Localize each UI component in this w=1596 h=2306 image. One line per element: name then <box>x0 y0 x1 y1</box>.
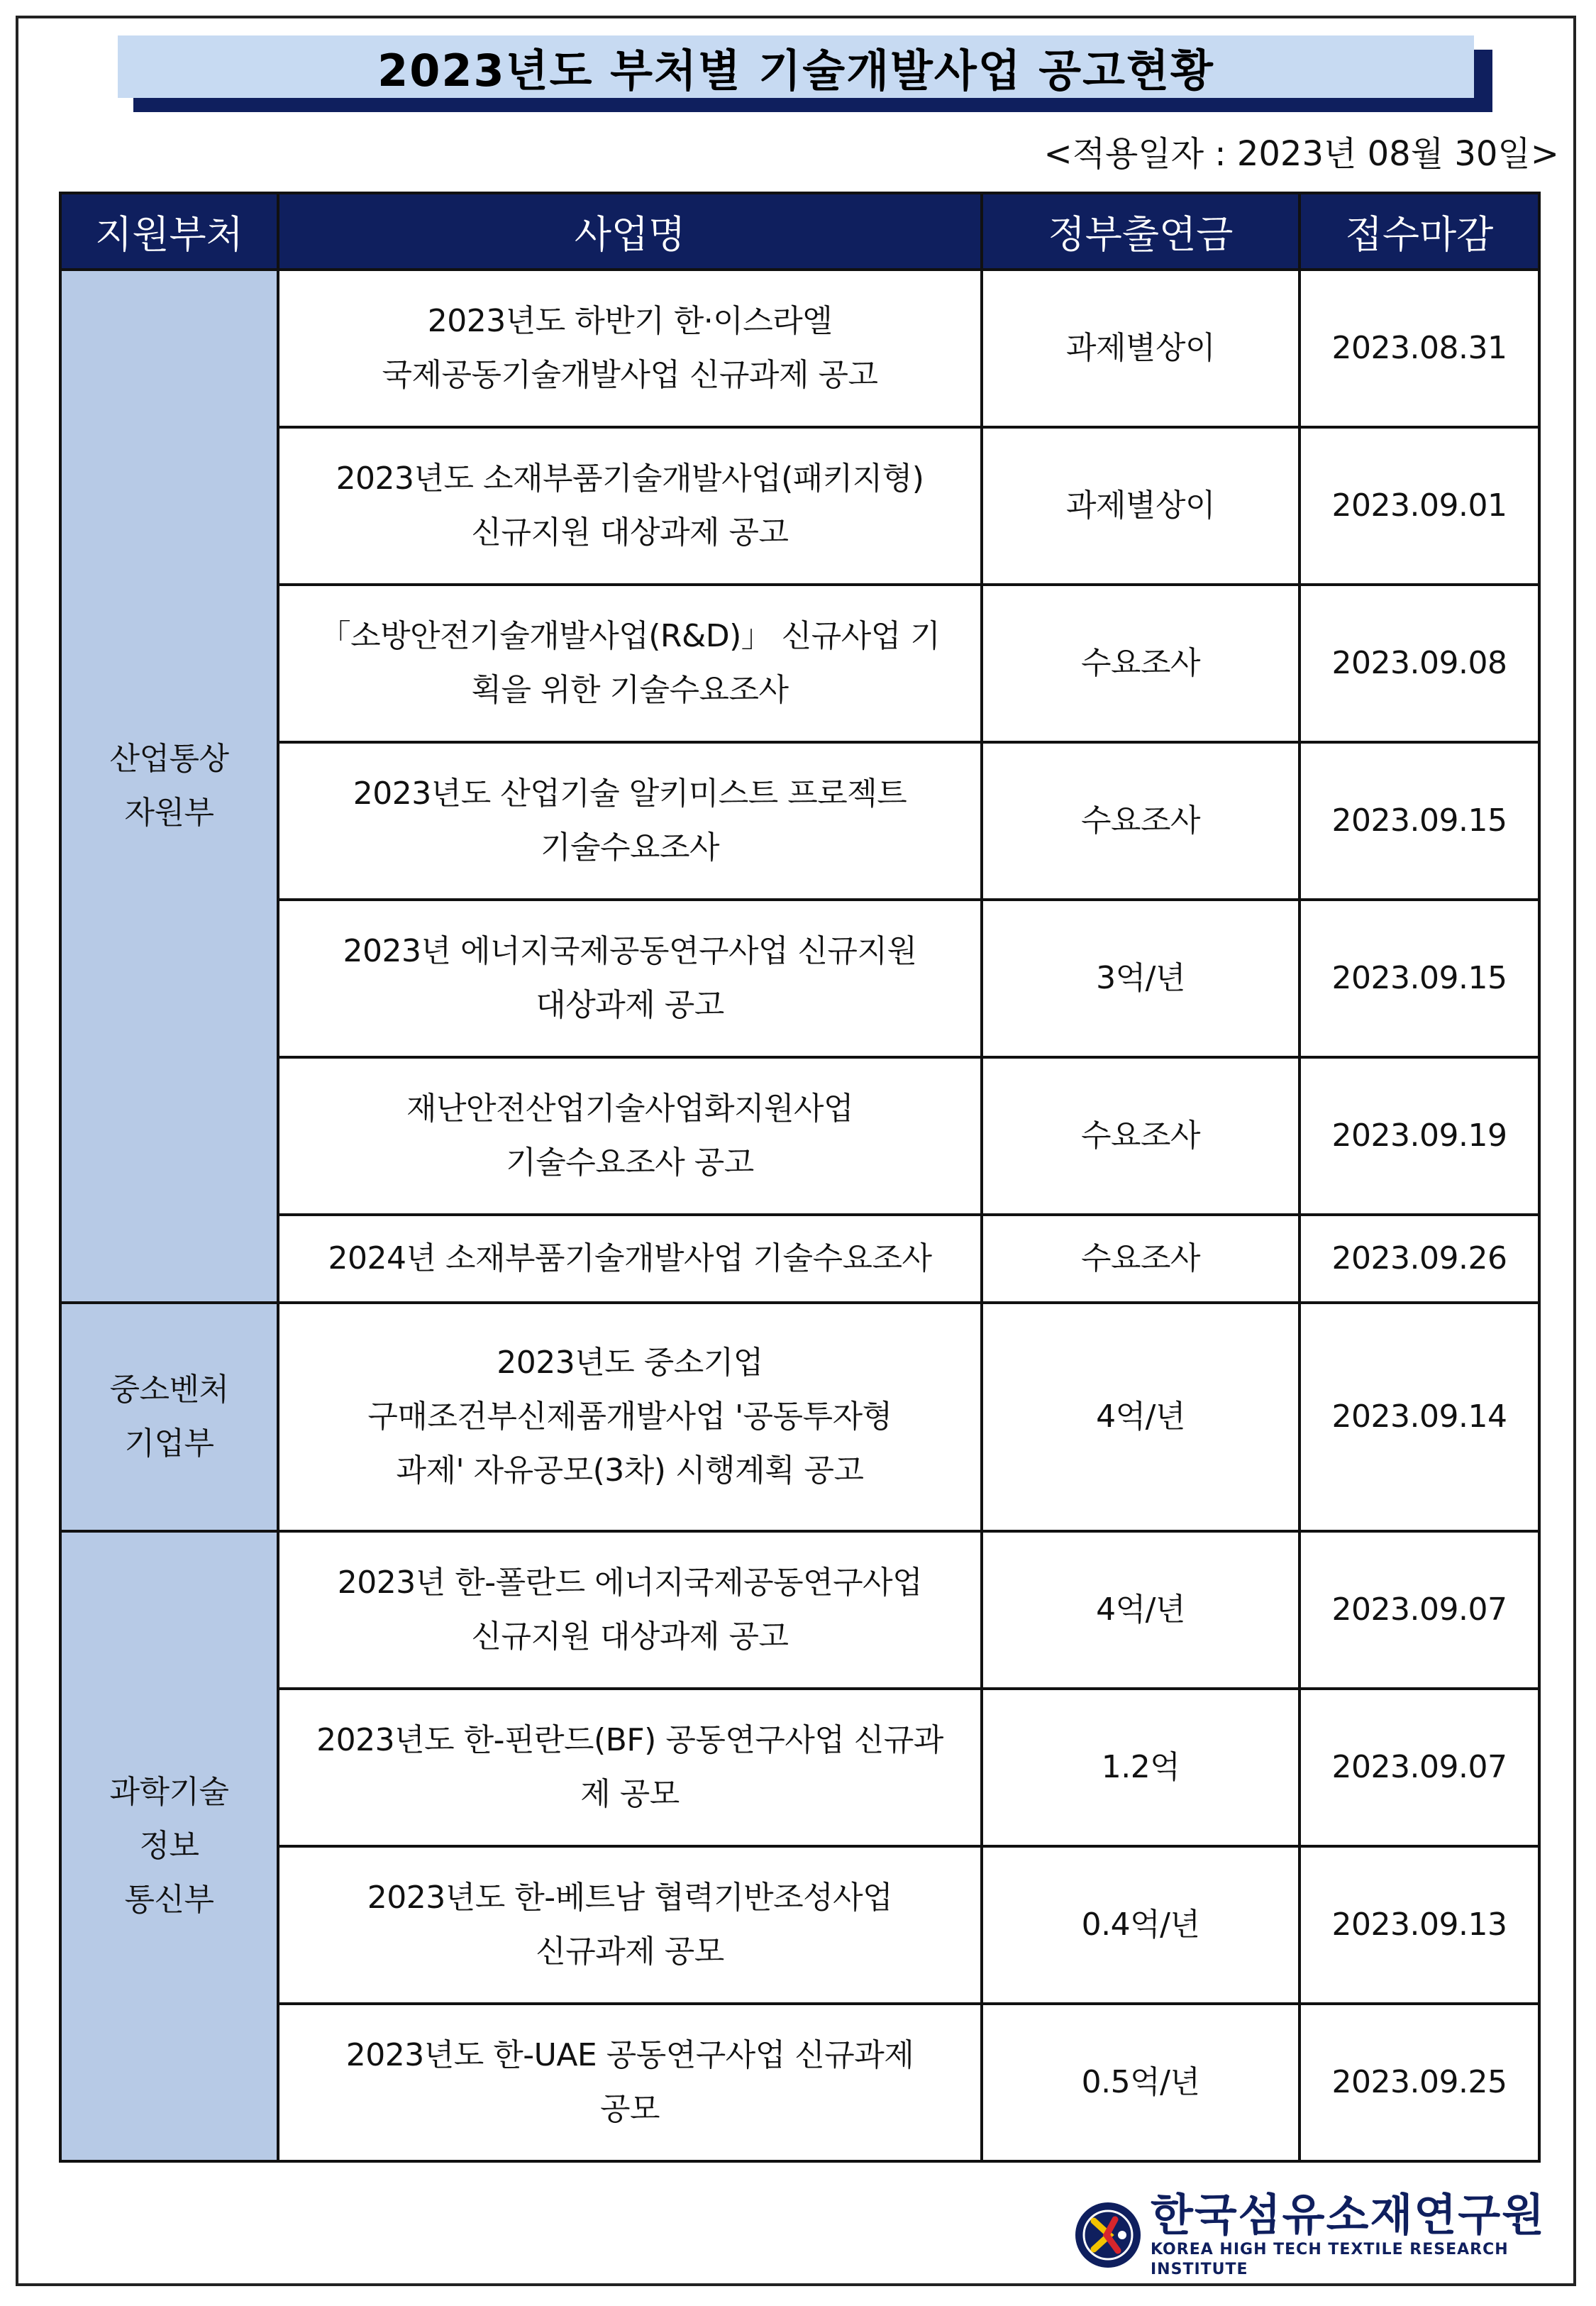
gov-funding-cell: 4억/년 <box>982 1303 1299 1531</box>
gov-funding-cell: 과제별상이 <box>982 270 1299 427</box>
effective-date: <적용일자 : 2023년 08월 30일> <box>1043 134 1559 174</box>
deadline-cell: 2023.09.13 <box>1299 1846 1539 2004</box>
table-row <box>60 1215 1539 1303</box>
table-row <box>60 585 1539 742</box>
gov-funding-cell: 수요조사 <box>982 1215 1299 1303</box>
header-department: 지원부처 <box>60 193 278 270</box>
table-row <box>60 1689 1539 1846</box>
table-row <box>60 1846 1539 2004</box>
deadline-cell: 2023.08.31 <box>1299 270 1539 427</box>
title-banner <box>118 35 1492 112</box>
project-name-cell: 2023년 에너지국제공동연구사업 신규지원 대상과제 공고 <box>278 900 982 1057</box>
header-gov-funding: 정부출연금 <box>982 193 1299 270</box>
project-name-cell: 2023년도 하반기 한·이스라엘 국제공동기술개발사업 신규과제 공고 <box>278 270 982 427</box>
page-title: 2023년도 부처별 기술개발사업 공고현황 <box>118 35 1474 98</box>
gov-funding-cell: 수요조사 <box>982 1057 1299 1215</box>
table-row <box>60 1531 1539 1689</box>
project-name-cell: 2023년 한-폴란드 에너지국제공동연구사업 신규지원 대상과제 공고 <box>278 1531 982 1689</box>
deadline-cell: 2023.09.25 <box>1299 2004 1539 2161</box>
logo-english-name: KOREA HIGH TECH TEXTILE RESEARCH INSTITUTE <box>1151 2241 1509 2278</box>
gov-funding-cell: 1.2억 <box>982 1689 1299 1846</box>
table-row <box>60 1303 1539 1531</box>
deadline-cell: 2023.09.08 <box>1299 585 1539 742</box>
table-row <box>60 2004 1539 2161</box>
project-name-cell: 2023년도 소재부품기술개발사업(패키지형) 신규지원 대상과제 공고 <box>278 427 982 585</box>
project-name-cell: 「소방안전기술개발사업(R&D)」 신규사업 기 획을 위한 기술수요조사 <box>278 585 982 742</box>
project-name-cell: 2023년도 한-UAE 공동연구사업 신규과제 공모 <box>278 2004 982 2161</box>
header-project-name: 사업명 <box>278 193 982 270</box>
deadline-cell: 2023.09.07 <box>1299 1689 1539 1846</box>
gov-funding-cell: 수요조사 <box>982 585 1299 742</box>
gov-funding-cell: 4억/년 <box>982 1531 1299 1689</box>
project-name-cell: 2023년도 한-핀란드(BF) 공동연구사업 신규과 제 공모 <box>278 1689 982 1846</box>
deadline-cell: 2023.09.15 <box>1299 742 1539 900</box>
institute-emblem-icon <box>1073 2200 1143 2271</box>
table-row <box>60 270 1539 427</box>
gov-funding-cell: 3억/년 <box>982 900 1299 1057</box>
logo-korean-name: 한국섬유소재연구원 <box>1151 2189 1546 2241</box>
header-deadline: 접수마감 <box>1299 193 1539 270</box>
department-cell: 과학기술 정보 통신부 <box>60 1531 278 2161</box>
announcement-table <box>59 192 1541 2163</box>
table-body <box>60 270 1539 2161</box>
deadline-cell: 2023.09.14 <box>1299 1303 1539 1531</box>
table-row <box>60 742 1539 900</box>
project-name-cell: 2024년 소재부품기술개발사업 기술수요조사 <box>278 1215 982 1303</box>
project-name-cell: 재난안전산업기술사업화지원사업 기술수요조사 공고 <box>278 1057 982 1215</box>
deadline-cell: 2023.09.19 <box>1299 1057 1539 1215</box>
project-name-cell: 2023년도 산업기술 알키미스트 프로젝트 기술수요조사 <box>278 742 982 900</box>
table-header-row <box>60 193 1539 270</box>
deadline-cell: 2023.09.07 <box>1299 1531 1539 1689</box>
gov-funding-cell: 0.5억/년 <box>982 2004 1299 2161</box>
table-row <box>60 1057 1539 1215</box>
department-cell: 중소벤처 기업부 <box>60 1303 278 1531</box>
gov-funding-cell: 수요조사 <box>982 742 1299 900</box>
project-name-cell: 2023년도 중소기업 구매조건부신제품개발사업 '공동투자형 과제' 자유공모(3차) 시행계획 공고 <box>278 1303 982 1531</box>
table-row <box>60 900 1539 1057</box>
table-row <box>60 427 1539 585</box>
gov-funding-cell: 0.4억/년 <box>982 1846 1299 2004</box>
department-cell: 산업통상 자원부 <box>60 270 278 1303</box>
deadline-cell: 2023.09.01 <box>1299 427 1539 585</box>
institute-logo <box>1073 2189 1562 2278</box>
deadline-cell: 2023.09.15 <box>1299 900 1539 1057</box>
project-name-cell: 2023년도 한-베트남 협력기반조성사업 신규과제 공모 <box>278 1846 982 2004</box>
gov-funding-cell: 과제별상이 <box>982 427 1299 585</box>
deadline-cell: 2023.09.26 <box>1299 1215 1539 1303</box>
